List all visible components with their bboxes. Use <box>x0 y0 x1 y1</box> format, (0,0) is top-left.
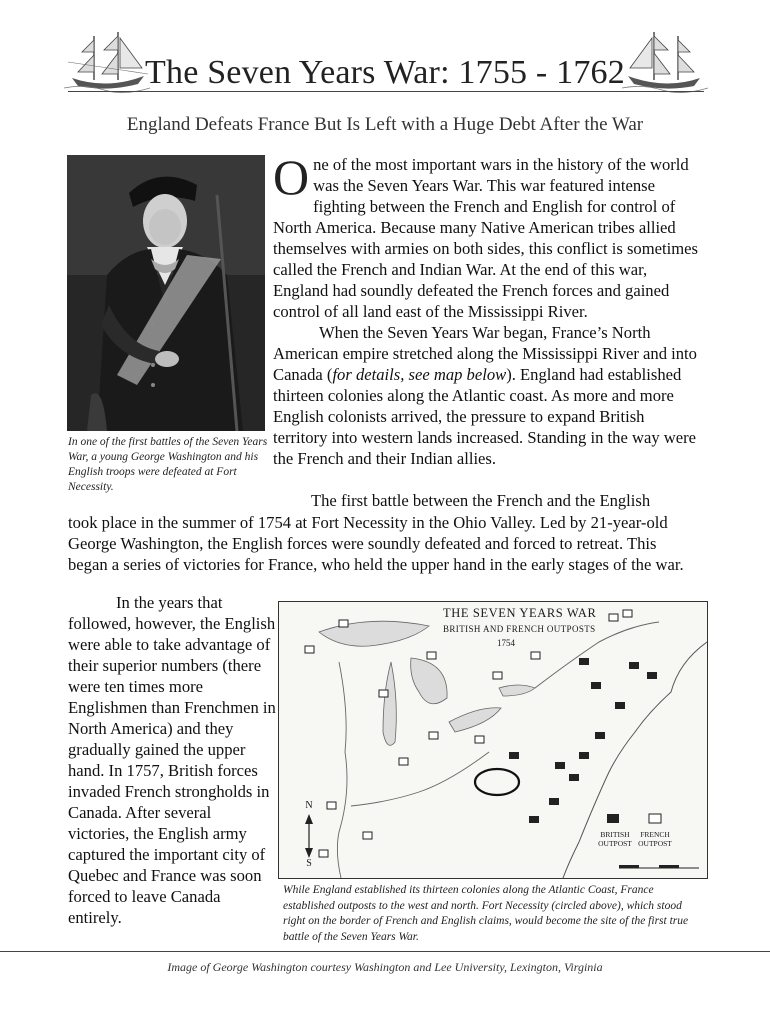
compass-south-label: S <box>306 858 312 869</box>
page-title: The Seven Years War: 1755 - 1762 <box>145 54 625 91</box>
paragraph-4-text: In the years that followed, however, the English were able to take advantage of their superior numbers (there were ten times more Englishmen than Frenchmen in North America) and they gradually gained the upper hand. In 1757, British forces invaded French strongholds in Canada. After several victories, the English army captured the important city of Quebec and France was soon forced to leave Canada entirely. <box>68 593 276 927</box>
paragraph-3-continued: took place in the summer of 1754 at Fort Necessity in the Ohio Valley. Led by 21-year-old George Washington, the English forces were soundly defeated and forced to retreat. This began a series of victories for France, who held the upper hand in the early stages of the war. <box>68 513 684 574</box>
paragraph-1 <box>273 149 698 322</box>
paragraph-2-text-b: ). England had established thirteen colonies along the Atlantic coast. As more and more English colonists arrived, the pressure to expand British territory into western lands increased. Standing in the way were the French and their Indian allies. <box>273 365 697 468</box>
outposts-map <box>278 601 708 879</box>
paragraph-2-text-a: When the Seven Years War began, France’s North American empire stretched along the Mississippi River and into Canada ( <box>273 323 697 384</box>
map-subtitle: BRITISH AND FRENCH OUTPOSTS <box>443 624 596 634</box>
compass-north-label: N <box>305 800 313 811</box>
drop-cap: O <box>273 149 310 205</box>
portrait-caption: In one of the first battles of the Seven Years War, a young George Washington and his English troops were defeated at Fort Necessity. <box>68 436 268 493</box>
george-washington-portrait <box>67 155 265 431</box>
map-year: 1754 <box>497 638 515 648</box>
legend-french-outpost: FRENCH OUTPOST <box>638 830 672 848</box>
page-subtitle: England Defeats France But Is Left with a Huge Debt After the War <box>126 114 644 135</box>
title-divider <box>68 91 704 92</box>
image-credit: Image of George Washington courtesy Washington and Lee University, Lexington, Virginia <box>167 960 603 974</box>
paragraph-2 <box>273 322 698 469</box>
paragraph-4 <box>68 592 276 928</box>
paragraph-3-start: The first battle between the French and the English <box>311 491 651 510</box>
article-intro <box>273 149 698 469</box>
paragraph-1-text: ne of the most important wars in the history of the world was the Seven Years War. This war featured intense fighting between the French and English for control of North America. Because many Native American tribes allied themselves with armies on both sides, this conflict is sometimes called the French and Indian War. At the end of this war, England had soundly defeated the French forces and gained control of all land east of the Mississippi River. <box>273 155 698 321</box>
legend-british-outpost: BRITISH OUTPOST <box>598 830 632 848</box>
map-title: THE SEVEN YEARS WAR <box>443 606 597 620</box>
footer-divider <box>0 951 770 952</box>
paragraph-2-italic: for details, see map below <box>332 365 507 384</box>
map-caption: While England established its thirteen colonies along the Atlantic Coast, France established outposts to the west and north. Fort Necessity (circled above), which stood right on the border of French and English claims, would become the site of the first true battle of the Seven Years War. <box>283 884 689 943</box>
